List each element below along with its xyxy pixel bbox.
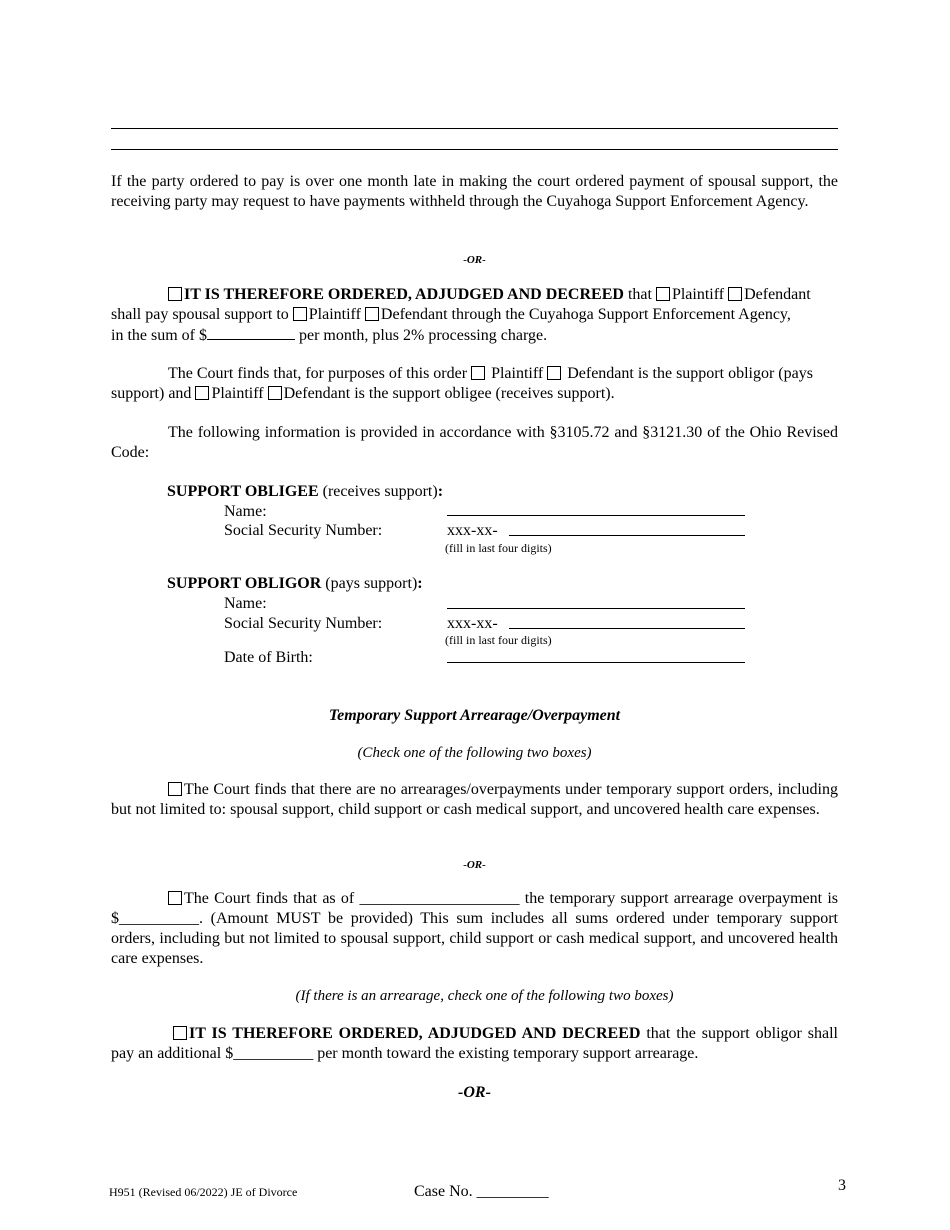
obligor-name-label: Name: (224, 595, 267, 612)
decree-checkbox[interactable] (168, 287, 182, 301)
payer-defendant-checkbox[interactable] (728, 287, 742, 301)
decree-arrearage-paragraph: IT IS THEREFORE ORDERED, ADJUDGED AND DECREED that the support obligor shall pay an additional $__________ per month toward the existing temporary support arrearage. (111, 1025, 838, 1062)
arrearage-asof-checkbox[interactable] (168, 891, 182, 905)
blank-line-1[interactable] (111, 128, 838, 129)
case-number: Case No. _________ (414, 1183, 549, 1200)
obligor-dob-field[interactable] (447, 662, 745, 663)
obligee-name-label: Name: (224, 503, 267, 520)
obligor-name-field[interactable] (447, 608, 745, 609)
obligee-ssn-field[interactable] (509, 535, 745, 536)
obligor-dob-label: Date of Birth: (224, 649, 313, 666)
obligee-defendant-checkbox[interactable] (268, 386, 282, 400)
arrearage-asof-paragraph: The Court finds that as of ____________________ the temporary support arrearage overpayment is $__________. (Amount MUST be provided) This sum includes all sums ordered under temporary support orders, including but not limited to spousal support, child support or cash medical support, and uncovered health care expenses. (111, 890, 838, 967)
info-paragraph: The following information is provided in accordance with §3105.72 and §3121.30 of the Ohio Revised Code: (111, 424, 838, 461)
decree-line-2: shall pay spousal support to Plaintiff Defendant through the Cuyahoga Support Enforcement Agency, (111, 306, 791, 323)
spousal-late-paragraph: If the party ordered to pay is over one month late in making the court ordered payment of spousal support, the receiving party may request to have payments withheld through the Cuyahoga Support Enforcement Agency. (111, 173, 838, 210)
obligor-heading: SUPPORT OBLIGOR (pays support): (167, 575, 423, 592)
no-arrearage-paragraph: The Court finds that there are no arrearages/overpayments under temporary support orders, including but not limited to: spousal support, child support or cash medical support, and uncovered health care expenses. (111, 781, 838, 818)
or-separator-3: -OR- (458, 1084, 491, 1101)
arrearage-instruction-2: (If there is an arrearage, check one of the following two boxes) (295, 988, 674, 1004)
obligor-ssn-prefix: xxx-xx- (447, 615, 498, 632)
obligee-ssn-label: Social Security Number: (224, 522, 383, 539)
obligor-ssn-field[interactable] (509, 628, 745, 629)
no-arrearage-checkbox[interactable] (168, 782, 182, 796)
amount-field[interactable] (207, 325, 295, 340)
payee-plaintiff-checkbox[interactable] (293, 307, 307, 321)
obligee-heading: SUPPORT OBLIGEE (receives support): (167, 483, 444, 500)
court-finds-line-2: support) and Plaintiff Defendant is the support obligee (receives support). (111, 385, 615, 402)
obligor-ssn-hint: (fill in last four digits) (445, 633, 552, 647)
or-separator-2: -OR- (463, 859, 486, 871)
obligee-plaintiff-checkbox[interactable] (195, 386, 209, 400)
decree-line-3: in the sum of $ per month, plus 2% processing charge. (111, 327, 548, 344)
obligee-ssn-hint: (fill in last four digits) (445, 541, 552, 555)
obligor-defendant-checkbox[interactable] (547, 366, 561, 380)
decree-arrearage-checkbox[interactable] (173, 1026, 187, 1040)
payee-defendant-checkbox[interactable] (365, 307, 379, 321)
obligee-ssn-prefix: xxx-xx- (447, 522, 498, 539)
blank-line-2[interactable] (111, 149, 838, 150)
arrearage-title: Temporary Support Arrearage/Overpayment (328, 707, 621, 724)
or-separator-1: -OR- (463, 254, 486, 266)
arrearage-instruction: (Check one of the following two boxes) (357, 745, 592, 761)
payer-plaintiff-checkbox[interactable] (656, 287, 670, 301)
obligor-plaintiff-checkbox[interactable] (471, 366, 485, 380)
court-finds-line-1: The Court finds that, for purposes of this order Plaintiff Defendant is the support obligor (pays (168, 365, 813, 382)
form-number: H951 (Revised 06/2022) JE of Divorce (109, 1185, 298, 1199)
obligor-ssn-label: Social Security Number: (224, 615, 383, 632)
decree-spousal-support: IT IS THEREFORE ORDERED, ADJUDGED AND DECREED that Plaintiff Defendant (111, 285, 838, 305)
obligee-name-field[interactable] (447, 515, 745, 516)
page-number: 3 (838, 1177, 846, 1194)
